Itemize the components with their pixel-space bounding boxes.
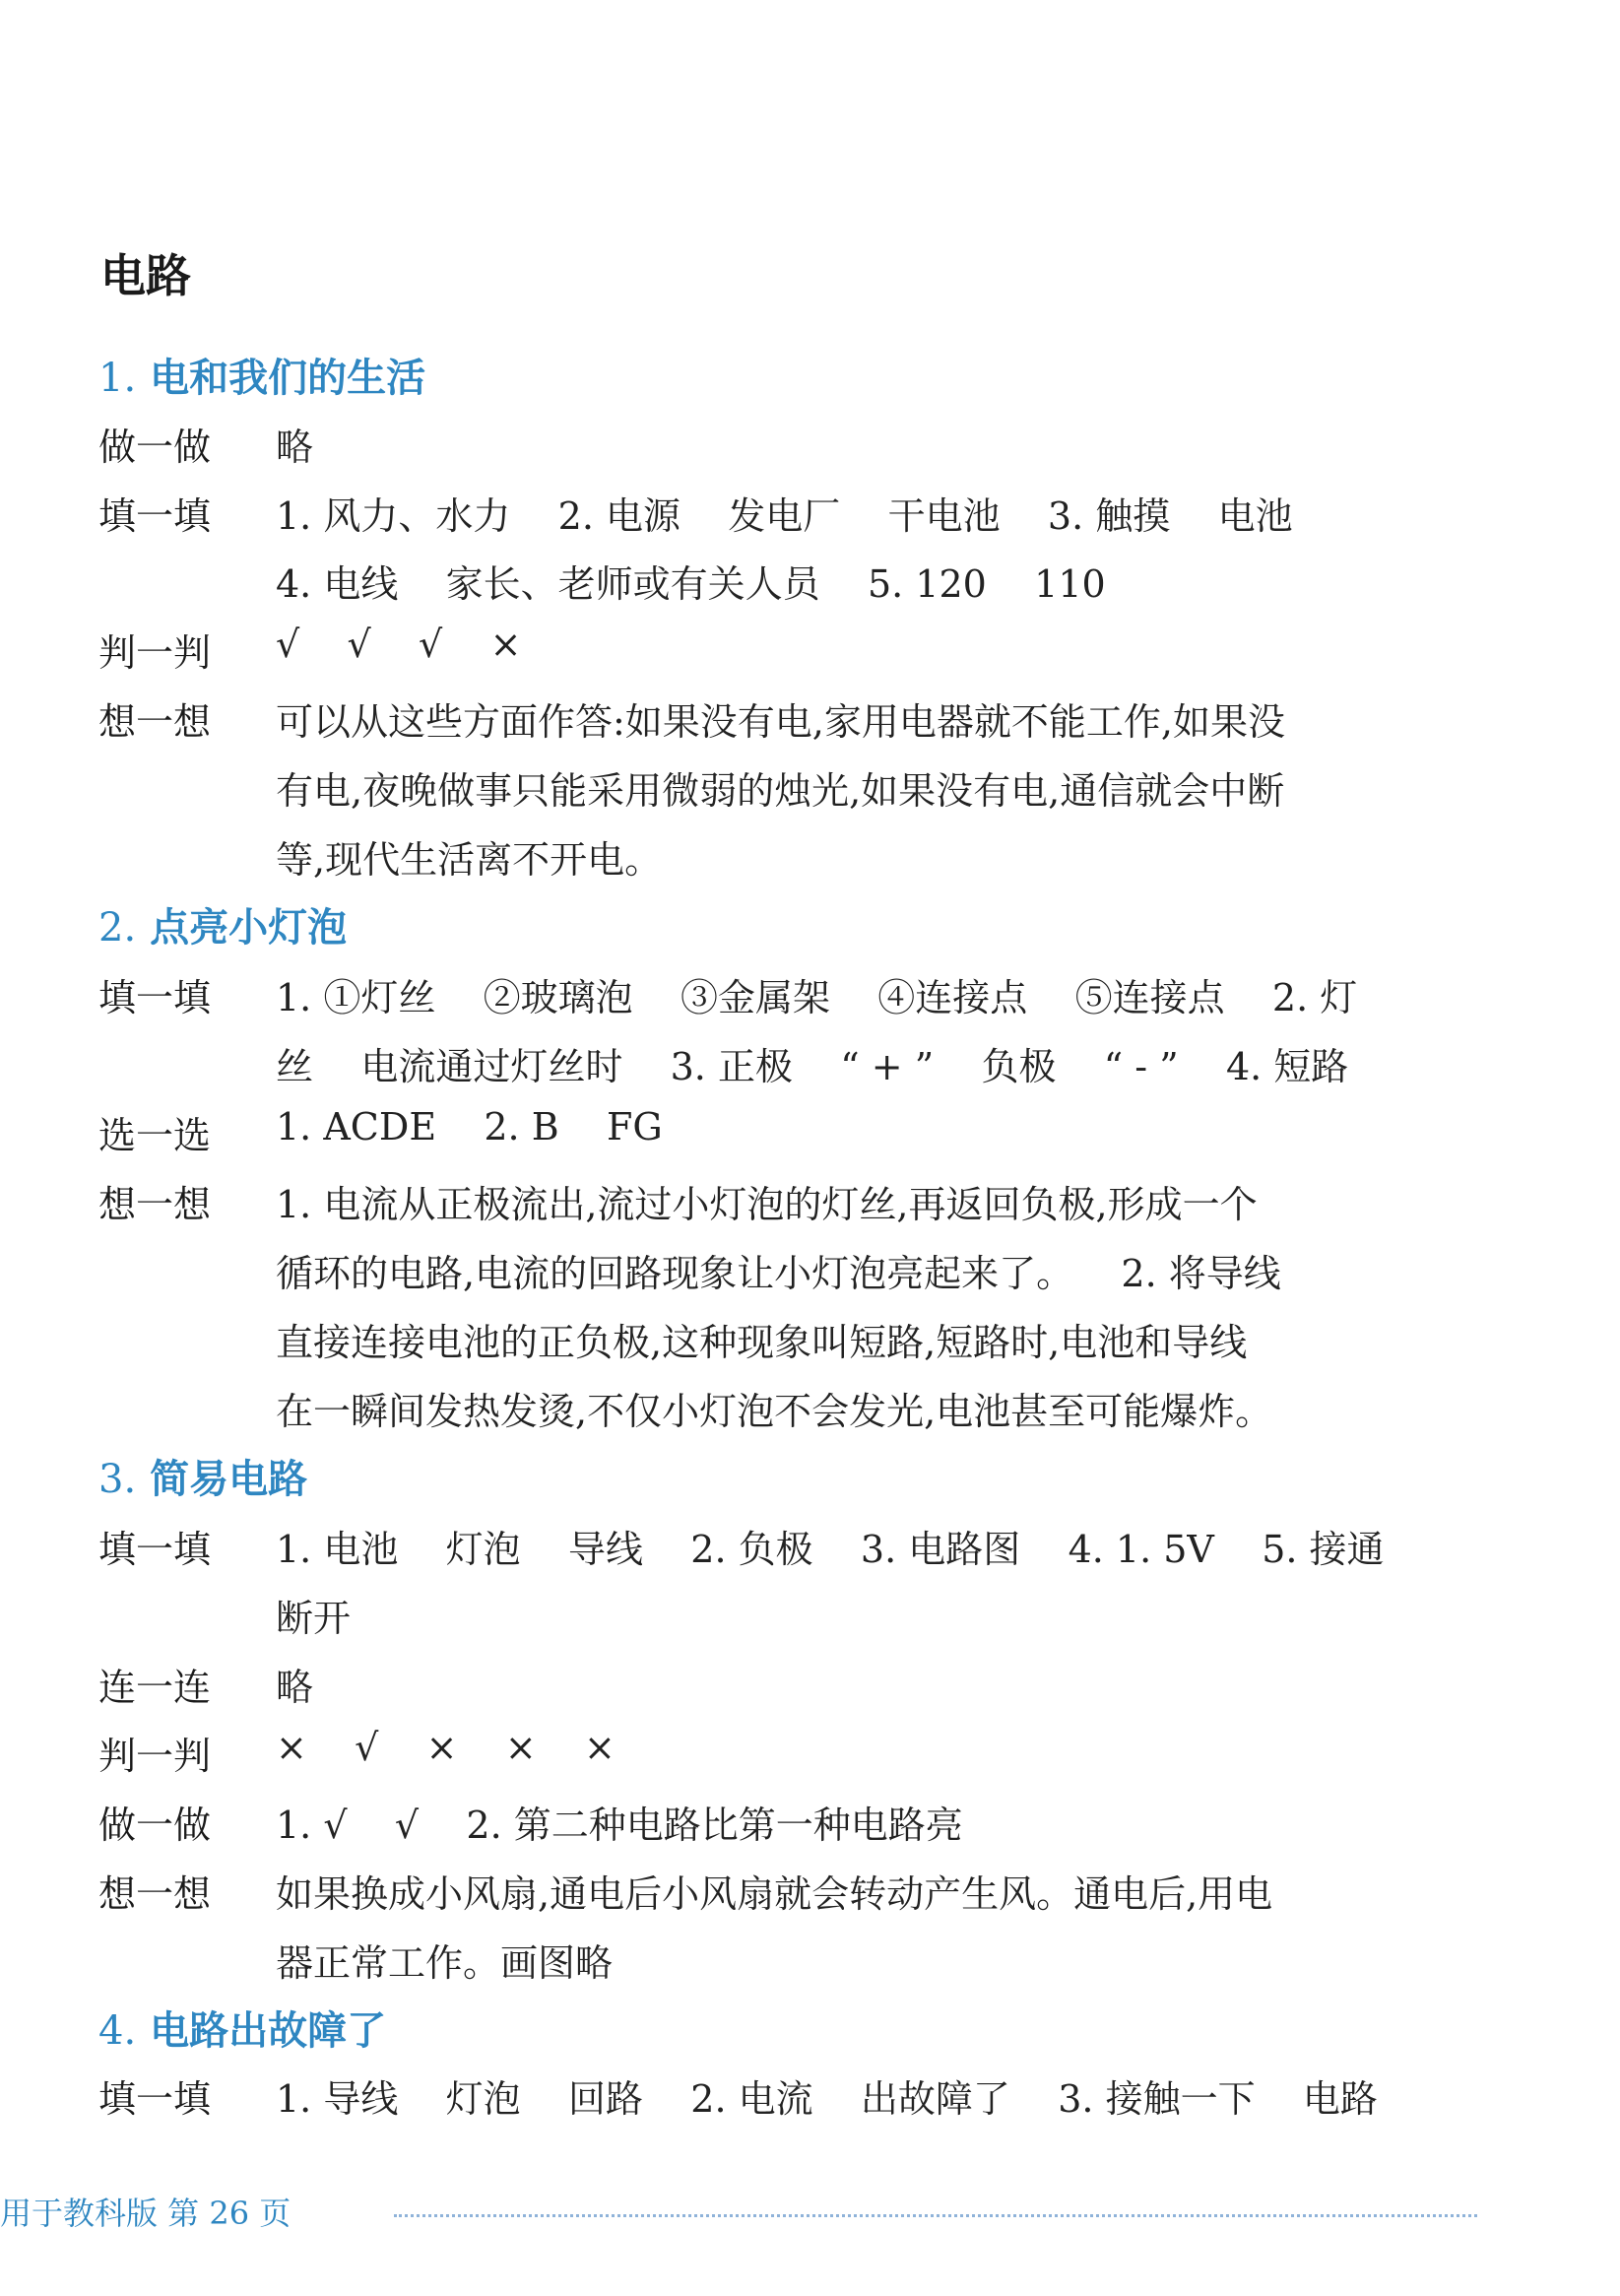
section-number: 2. [98, 905, 137, 951]
entry-line: 略 [276, 1666, 314, 1709]
entry-label: 判一判 [98, 631, 212, 675]
section-title: 简易电路 [150, 1457, 308, 1502]
section-2-heading [98, 896, 347, 952]
entry-line: 在一瞬间发热发烫,不仅小灯泡不会发光,电池甚至可能爆炸。 [276, 1390, 1273, 1433]
entry-label: 做一做 [98, 426, 212, 469]
entry-line: 断开 [276, 1597, 352, 1640]
section-title: 点亮小灯泡 [150, 905, 348, 951]
entry-line: 1. 电流从正极流出,流过小灯泡的灯丝,再返回负极,形成一个 [276, 1183, 1258, 1226]
entry-line: 1. 导线 灯泡 回路 2. 电流 出故障了 3. 接触一下 电路 [276, 2077, 1378, 2121]
entry-line: 可以从这些方面作答:如果没有电,家用电器就不能工作,如果没 [276, 700, 1285, 744]
entry-line: 1. 电池 灯泡 导线 2. 负极 3. 电路图 4. 1. 5V 5. 接通 [276, 1528, 1385, 1571]
section-number: 3. [98, 1457, 137, 1502]
section-number: 4. [98, 2008, 137, 2054]
chapter-title: 电路 [100, 249, 191, 302]
section-1-heading [98, 347, 425, 403]
entry-label: 填一填 [98, 1528, 212, 1571]
section-4-heading [98, 2000, 386, 2056]
entry-line: 丝 电流通过灯丝时 3. 正极 “ + ” 负极 “ - ” 4. 短路 [276, 1045, 1349, 1088]
entry-line: √ √ √ × [276, 623, 522, 666]
entry-label: 选一选 [98, 1114, 212, 1157]
entry-label: 想一想 [98, 1872, 212, 1916]
entry-label: 填一填 [98, 2077, 212, 2121]
entry-line: × √ × × × [276, 1726, 616, 1769]
entry-line: 如果换成小风扇,通电后小风扇就会转动产生风。通电后,用电 [276, 1872, 1273, 1916]
entry-line: 等,现代生活离不开电。 [276, 838, 663, 882]
footer-dotted-rule [394, 2214, 1477, 2217]
entry-line: 直接连接电池的正负极,这种现象叫短路,短路时,电池和导线 [276, 1321, 1248, 1364]
section-title: 电和我们的生活 [150, 356, 426, 401]
page-footer: 用于教科版 第 26 页 [0, 2195, 292, 2232]
entry-label: 想一想 [98, 700, 212, 744]
entry-label: 填一填 [98, 494, 212, 538]
entry-line: 略 [276, 426, 314, 469]
section-3-heading [98, 1448, 307, 1504]
entry-label: 想一想 [98, 1183, 212, 1226]
entry-line: 4. 电线 家长、老师或有关人员 5. 120 110 [276, 562, 1106, 606]
entry-label: 连一连 [98, 1666, 212, 1709]
entry-line: 器正常工作。画图略 [276, 1941, 614, 1985]
entry-label: 判一判 [98, 1735, 212, 1778]
entry-line: 1. ACDE 2. B FG [276, 1105, 663, 1148]
entry-line: 有电,夜晚做事只能采用微弱的烛光,如果没有电,通信就会中断 [276, 769, 1285, 813]
entry-line: 1. 风力、水力 2. 电源 发电厂 干电池 3. 触摸 电池 [276, 494, 1293, 538]
section-number: 1. [98, 356, 137, 401]
section-title: 电路出故障了 [150, 2008, 387, 2054]
entry-line: 循环的电路,电流的回路现象让小灯泡亮起来了。 2. 将导线 [276, 1252, 1281, 1295]
entry-label: 填一填 [98, 976, 212, 1019]
entry-line: 1. √ √ 2. 第二种电路比第一种电路亮 [276, 1804, 963, 1847]
entry-label: 做一做 [98, 1804, 212, 1847]
entry-line: 1. ①灯丝 ②玻璃泡 ③金属架 ④连接点 ⑤连接点 2. 灯 [276, 976, 1358, 1019]
